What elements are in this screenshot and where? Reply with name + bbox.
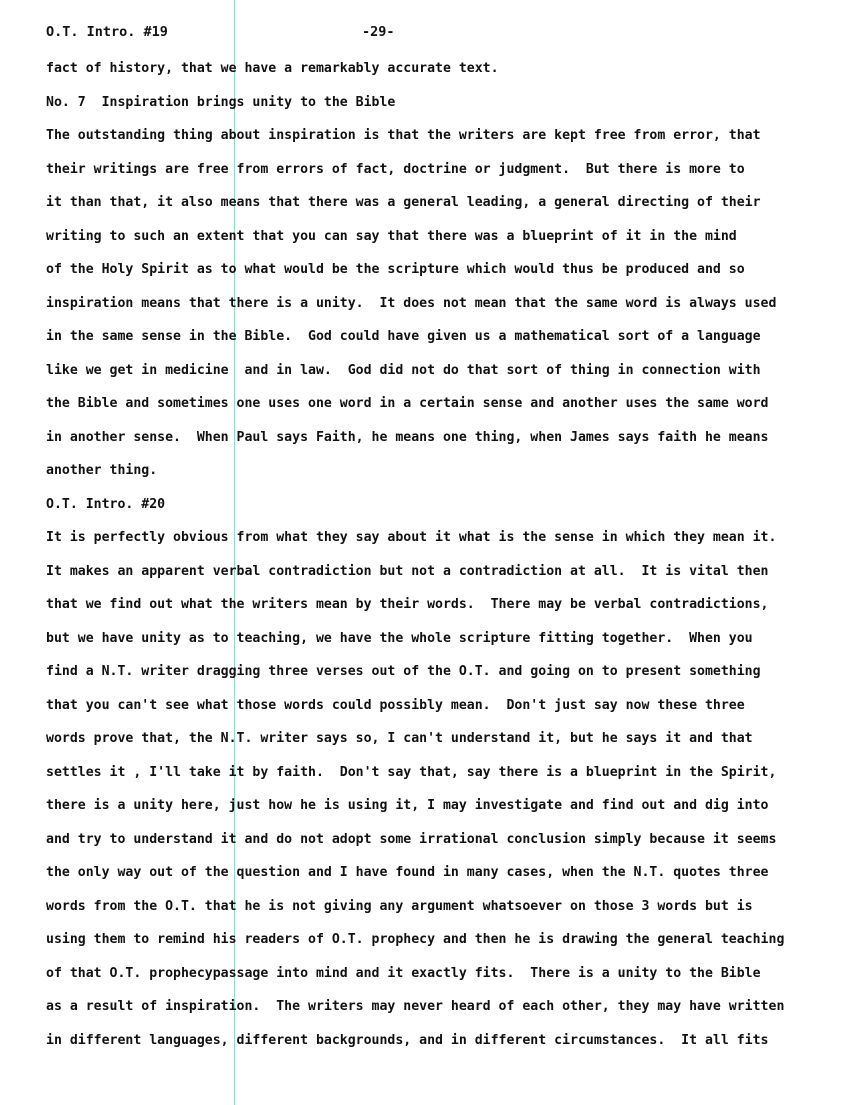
text-line: that you can't see what those words could possibly mean. Don't just say now these three [46, 697, 745, 713]
text-line: their writings are free from errors of fact, doctrine or judgment. But there is more to [46, 161, 745, 177]
header-title: O.T. Intro. #19 [46, 24, 168, 40]
text-line: in another sense. When Paul says Faith, he means one thing, when James says faith he means [46, 429, 769, 445]
text-line: No. 7 Inspiration brings unity to the Bible [46, 94, 396, 110]
text-line: that we find out what the writers mean by their words. There may be verbal contradictions, [46, 597, 769, 612]
text-line: the only way out of the question and I have found in many cases, when the N.T. quotes three [46, 865, 769, 880]
text-line: fact of history, that we have a remarkably accurate text. [46, 61, 499, 76]
text-line: there is a unity here, just how he is using it, I may investigate and find out and dig into [46, 798, 769, 813]
text-line: the Bible and sometimes one uses one word in a certain sense and another uses the same word [46, 396, 769, 411]
text-line: writing to such an extent that you can say that there was a blueprint of it in the mind [46, 228, 737, 244]
text-line: as a result of inspiration. The writers may never heard of each other, they may have written [46, 999, 785, 1014]
text-line: of the Holy Spirit as to what would be the scripture which would thus be produced and so [46, 262, 745, 277]
page-number: -29- [362, 24, 395, 40]
text-line: it than that, it also means that there was a general leading, a general directing of their [46, 195, 761, 210]
text-line: It makes an apparent verbal contradiction but not a contradiction at all. It is vital then [46, 563, 769, 579]
text-line: but we have unity as to teaching, we have the whole scripture fitting together. When you [46, 630, 753, 646]
text-line: It is perfectly obvious from what they say about it what is the sense in which they mean it. [46, 530, 777, 545]
text-line: find a N.T. writer dragging three verses out of the O.T. and going on to present something [46, 664, 761, 679]
text-line: of that O.T. prophecypassage into mind and it exactly fits. There is a unity to the Bible [46, 965, 761, 981]
text-line: and try to understand it and do not adopt some irrational conclusion simply because it seems [46, 831, 777, 847]
text-line: in the same sense in the Bible. God could have given us a mathematical sort of a language [46, 329, 761, 344]
text-line: words prove that, the N.T. writer says so, I can't understand it, but he says it and that [46, 731, 753, 746]
text-line: settles it , I'll take it by faith. Don't say that, say there is a blueprint in the Spirit, [46, 764, 777, 780]
text-line: like we get in medicine and in law. God did not do that sort of thing in connection with [46, 362, 761, 378]
text-line: The outstanding thing about inspiration is that the writers are kept free from error, that [46, 128, 761, 143]
text-line: words from the O.T. that he is not giving any argument whatsoever on those 3 words but is [46, 898, 753, 914]
text-line: using them to remind his readers of O.T. prophecy and then he is drawing the general teaching [46, 932, 785, 947]
text-line: O.T. Intro. #20 [46, 496, 166, 512]
text-line: another thing. [46, 463, 158, 478]
text-line: in different languages, different backgrounds, and in different circumstances. It all fits [46, 1032, 769, 1048]
text-line: inspiration means that there is a unity. It does not mean that the same word is always used [46, 295, 777, 311]
